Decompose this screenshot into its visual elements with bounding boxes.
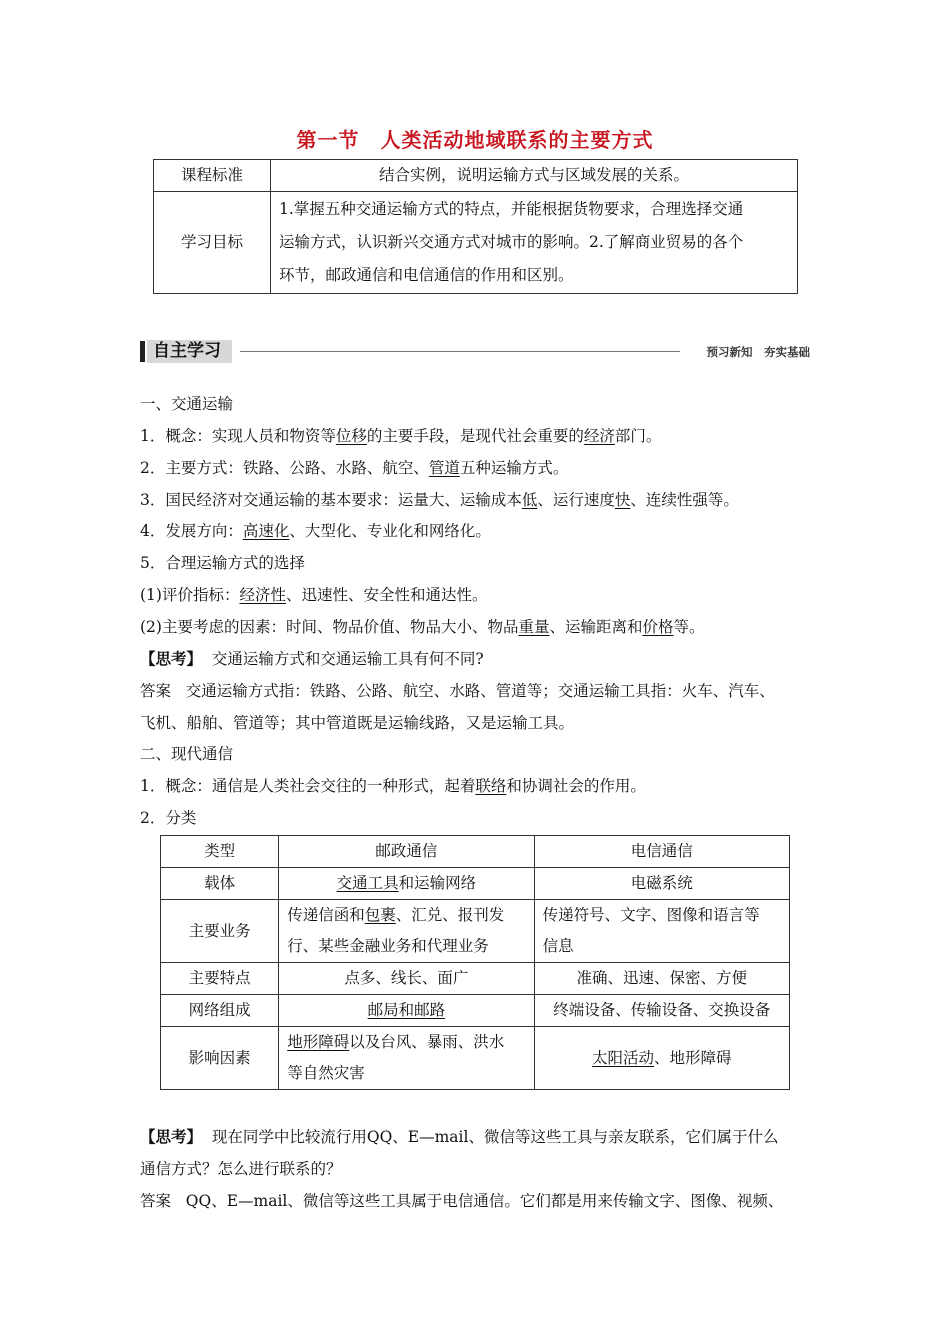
objective-label: 学习目标 [154, 192, 271, 294]
paragraph-comm-concept: 1．概念：通信是人类社会交往的一种形式，起着联络和协调社会的作用。 [140, 777, 646, 795]
header-bar [140, 341, 145, 362]
underlined-term: 太阳活动 [592, 1048, 655, 1067]
paragraph-direction: 4．发展方向：高速化、大型化、专业化和网络化。 [140, 522, 491, 540]
think-question-1: 【思考】 交通运输方式和交通运输工具有何不同? [140, 650, 484, 668]
paragraph-factors: (2)主要考虑的因素：时间、物品价值、物品大小、物品重量、运输距离和价格等。 [140, 618, 705, 636]
think-label: 【思考】 [140, 1128, 203, 1146]
heading-communication: 二、现代通信 [140, 745, 234, 763]
row-label: 网络组成 [161, 995, 279, 1027]
table-cell: 电磁系统 [534, 868, 789, 900]
paragraph-classification: 2．分类 [140, 809, 197, 827]
table-cell: 准确、迅速、保密、方便 [534, 963, 789, 995]
table-row [161, 1027, 790, 1090]
table-header: 类型 [161, 836, 279, 868]
think-label: 【思考】 [140, 650, 203, 668]
row-label: 载体 [161, 868, 279, 900]
table-row [154, 192, 798, 294]
answer-label: 答案 [140, 682, 172, 700]
think-question-2-line: 通信方式？怎么进行联系的？ [140, 1160, 342, 1178]
standard-text: 结合实例，说明运输方式与区域发展的关系。 [271, 160, 798, 192]
communication-table [160, 835, 790, 1090]
standard-label: 课程标准 [154, 160, 271, 192]
section-header-label: 自主学习 [147, 340, 232, 363]
answer-1-line: 答案 交通运输方式指：铁路、公路、航空、水路、管道等；交通运输工具指：火车、汽车、 [140, 682, 775, 700]
table-cell: 点多、线长、面广 [279, 963, 534, 995]
underlined-term: 高速化 [242, 522, 290, 540]
table-row [154, 160, 798, 192]
course-standards-table [153, 159, 798, 294]
table-cell: 终端设备、传输设备、交换设备 [534, 995, 789, 1027]
objective-text [271, 192, 798, 294]
think-question-2: 【思考】 现在同学中比较流行用QQ、E—mail、微信等这些工具与亲友联系，它们属于什么 [140, 1128, 779, 1146]
underlined-term: 经济性 [239, 586, 286, 604]
row-label: 主要业务 [161, 900, 279, 963]
table-row [161, 963, 790, 995]
table-cell: 太阳活动、地形障碍 [534, 1027, 789, 1090]
objective-line: 运输方式，认识新兴交通方式对城市的影响。2.了解商业贸易的各个 [279, 233, 744, 251]
table-cell [279, 995, 534, 1027]
row-label: 主要特点 [161, 963, 279, 995]
table-cell: 传递符号、文字、图像和语言等 信息 [534, 900, 789, 963]
section-header-subtitle: 预习新知 夯实基础 [706, 345, 810, 359]
table-header: 电信通信 [534, 836, 789, 868]
underlined-term: 邮局和邮路 [367, 1001, 446, 1019]
underlined-term: 快 [614, 491, 631, 509]
paragraph-main-modes: 2．主要方式：铁路、公路、水路、航空、管道五种运输方式。 [140, 459, 569, 477]
paragraph-requirements: 3．国民经济对交通运输的基本要求：运量大、运输成本低、运行速度快、连续性强等。 [140, 491, 739, 509]
table-row [161, 995, 790, 1027]
underlined-term: 包裹 [364, 906, 396, 924]
underlined-term: 位移 [335, 427, 367, 445]
section-header [140, 339, 810, 365]
table-header: 邮政通信 [279, 836, 534, 868]
underlined-term: 重量 [518, 618, 550, 636]
table-row [161, 900, 790, 963]
page-title: 第一节 人类活动地域联系的主要方式 [296, 128, 654, 152]
underlined-term: 价格 [642, 618, 674, 636]
header-divider [240, 351, 680, 352]
objective-line: 1.掌握五种交通运输方式的特点，并能根据货物要求，合理选择交通 [279, 200, 744, 218]
underlined-term: 地形障碍 [287, 1033, 350, 1051]
paragraph-selection: 5．合理运输方式的选择 [140, 554, 305, 572]
underlined-term: 联络 [475, 777, 507, 795]
table-row [161, 836, 790, 868]
row-label: 影响因素 [161, 1027, 279, 1090]
answer-2-line: 答案 QQ、E—mail、微信等这些工具属于电信通信。它们都是用来传输文字、图像、视频、 [140, 1192, 784, 1210]
table-cell: 交通工具和运输网络 [279, 868, 534, 900]
paragraph-criteria: (1)评价指标：经济性、迅速性、安全性和通达性。 [140, 586, 488, 604]
table-row [161, 868, 790, 900]
answer-1-line: 飞机、船舶、管道等；其中管道既是运输线路，又是运输工具。 [140, 714, 575, 732]
table-cell: 传递信函和包裹、汇兑、报刊发 行、某些金融业务和代理业务 [279, 900, 534, 963]
underlined-term: 经济 [583, 427, 615, 445]
underlined-term: 低 [521, 491, 538, 509]
underlined-term: 交通工具 [336, 874, 399, 892]
answer-label: 答案 [140, 1192, 172, 1210]
underlined-term: 管道 [428, 459, 460, 477]
objective-line: 环节，邮政通信和电信通信的作用和区别。 [279, 266, 574, 284]
heading-transport: 一、交通运输 [140, 395, 234, 413]
paragraph-concept: 1．概念：实现人员和物资等位移的主要手段，是现代社会重要的经济部门。 [140, 427, 662, 445]
table-cell: 地形障碍以及台风、暴雨、洪水 等自然灾害 [279, 1027, 534, 1090]
